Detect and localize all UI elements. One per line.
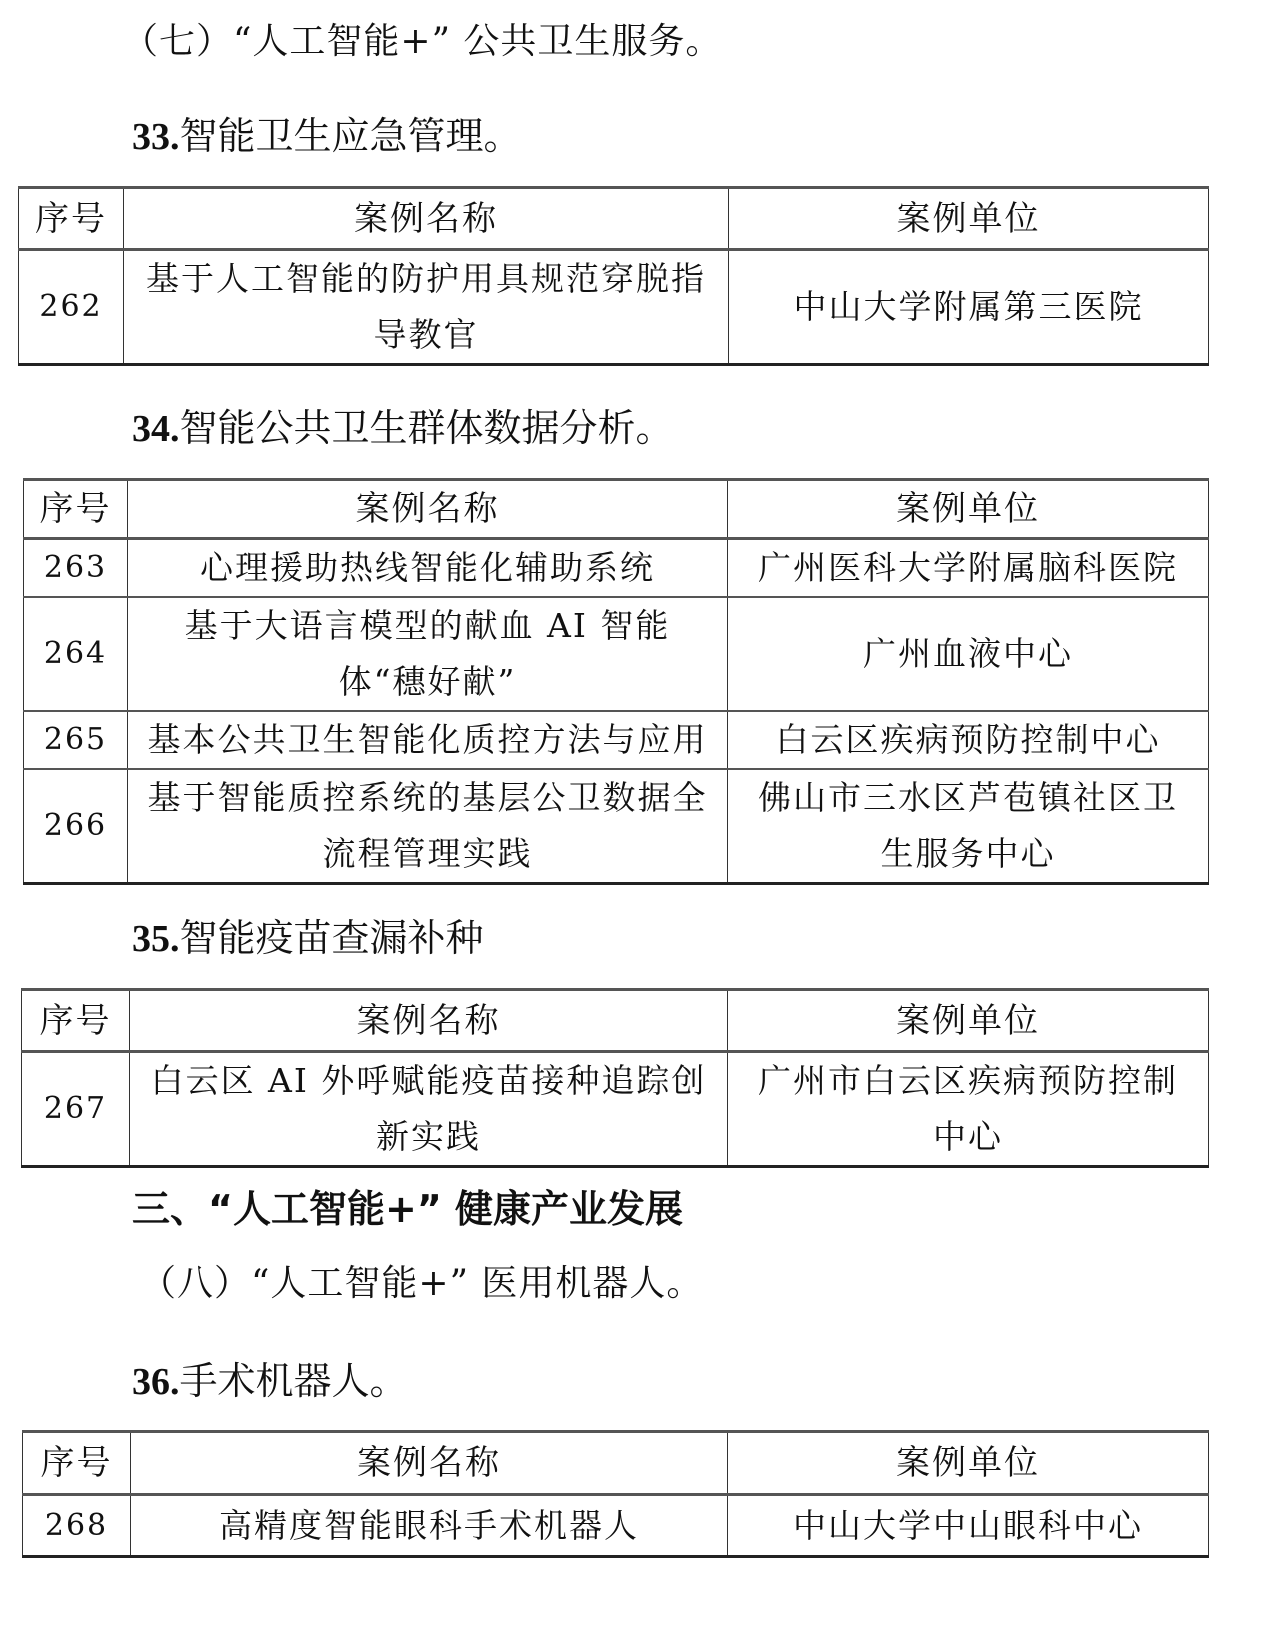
table-header-row	[23, 1432, 1209, 1495]
table-header-row	[22, 990, 1209, 1052]
table-row	[24, 597, 1209, 711]
item-heading-33	[132, 113, 522, 160]
subsection-heading-7: （七）“人工智能+” 公共卫生服务。	[122, 21, 723, 62]
cell-name: 基于智能质控系统的基层公卫数据全流程管理实践	[128, 769, 728, 884]
table-header-row	[19, 188, 1209, 250]
subsection-heading-8: （八）“人工智能+” 医用机器人。	[140, 1263, 704, 1304]
item-title: 智能公共卫生群体数据分析。	[179, 406, 674, 450]
table-row	[24, 539, 1209, 598]
item-heading-36	[132, 1358, 408, 1405]
cell-unit: 中山大学附属第三医院	[729, 250, 1209, 365]
cell-seq: 265	[24, 711, 128, 769]
item-number: 33.	[132, 116, 180, 158]
header-name: 案例名称	[128, 480, 728, 539]
header-unit: 案例单位	[729, 188, 1209, 250]
section-heading-3: 三、“人工智能+” 健康产业发展	[132, 1187, 684, 1231]
item-number: 36.	[132, 1361, 180, 1403]
cell-seq: 264	[24, 597, 128, 711]
header-seq: 序号	[19, 188, 124, 250]
cell-name: 白云区 AI 外呼赋能疫苗接种追踪创新实践	[130, 1052, 728, 1167]
header-name: 案例名称	[131, 1432, 728, 1495]
table-row	[19, 250, 1209, 365]
case-table-36	[22, 1430, 1209, 1558]
table-row	[22, 1052, 1209, 1167]
cell-unit: 广州血液中心	[728, 597, 1209, 711]
case-table-34	[23, 478, 1209, 885]
table-row	[23, 1495, 1209, 1557]
item-heading-34	[132, 405, 674, 452]
cell-unit: 中山大学中山眼科中心	[728, 1495, 1209, 1557]
header-unit: 案例单位	[728, 1432, 1209, 1495]
header-name: 案例名称	[130, 990, 728, 1052]
cell-seq: 263	[24, 539, 128, 598]
cell-seq: 266	[24, 769, 128, 884]
item-heading-35	[132, 915, 484, 962]
case-table-35	[21, 988, 1209, 1168]
item-title: 智能疫苗查漏补种	[179, 916, 484, 960]
item-number: 34.	[132, 408, 180, 450]
header-seq: 序号	[23, 1432, 131, 1495]
cell-unit: 佛山市三水区芦苞镇社区卫生服务中心	[728, 769, 1209, 884]
cell-name: 基于人工智能的防护用具规范穿脱指导教官	[124, 250, 729, 365]
item-title: 手术机器人。	[179, 1359, 408, 1403]
case-table-33	[18, 186, 1209, 366]
cell-unit: 广州医科大学附属脑科医院	[728, 539, 1209, 598]
cell-seq: 268	[23, 1495, 131, 1557]
table-header-row	[24, 480, 1209, 539]
header-name: 案例名称	[124, 188, 729, 250]
cell-seq: 267	[22, 1052, 130, 1167]
table-row	[24, 769, 1209, 884]
header-seq: 序号	[24, 480, 128, 539]
cell-name: 基本公共卫生智能化质控方法与应用	[128, 711, 728, 769]
cell-unit: 广州市白云区疾病预防控制中心	[728, 1052, 1209, 1167]
header-seq: 序号	[22, 990, 130, 1052]
item-title: 智能卫生应急管理。	[179, 114, 522, 158]
cell-unit: 白云区疾病预防控制中心	[728, 711, 1209, 769]
header-unit: 案例单位	[728, 990, 1209, 1052]
cell-name: 心理援助热线智能化辅助系统	[128, 539, 728, 598]
table-row	[24, 711, 1209, 769]
cell-seq: 262	[19, 250, 124, 365]
item-number: 35.	[132, 918, 180, 960]
header-unit: 案例单位	[728, 480, 1209, 539]
cell-name: 基于大语言模型的献血 AI 智能体“穗好献”	[128, 597, 728, 711]
cell-name: 高精度智能眼科手术机器人	[131, 1495, 728, 1557]
